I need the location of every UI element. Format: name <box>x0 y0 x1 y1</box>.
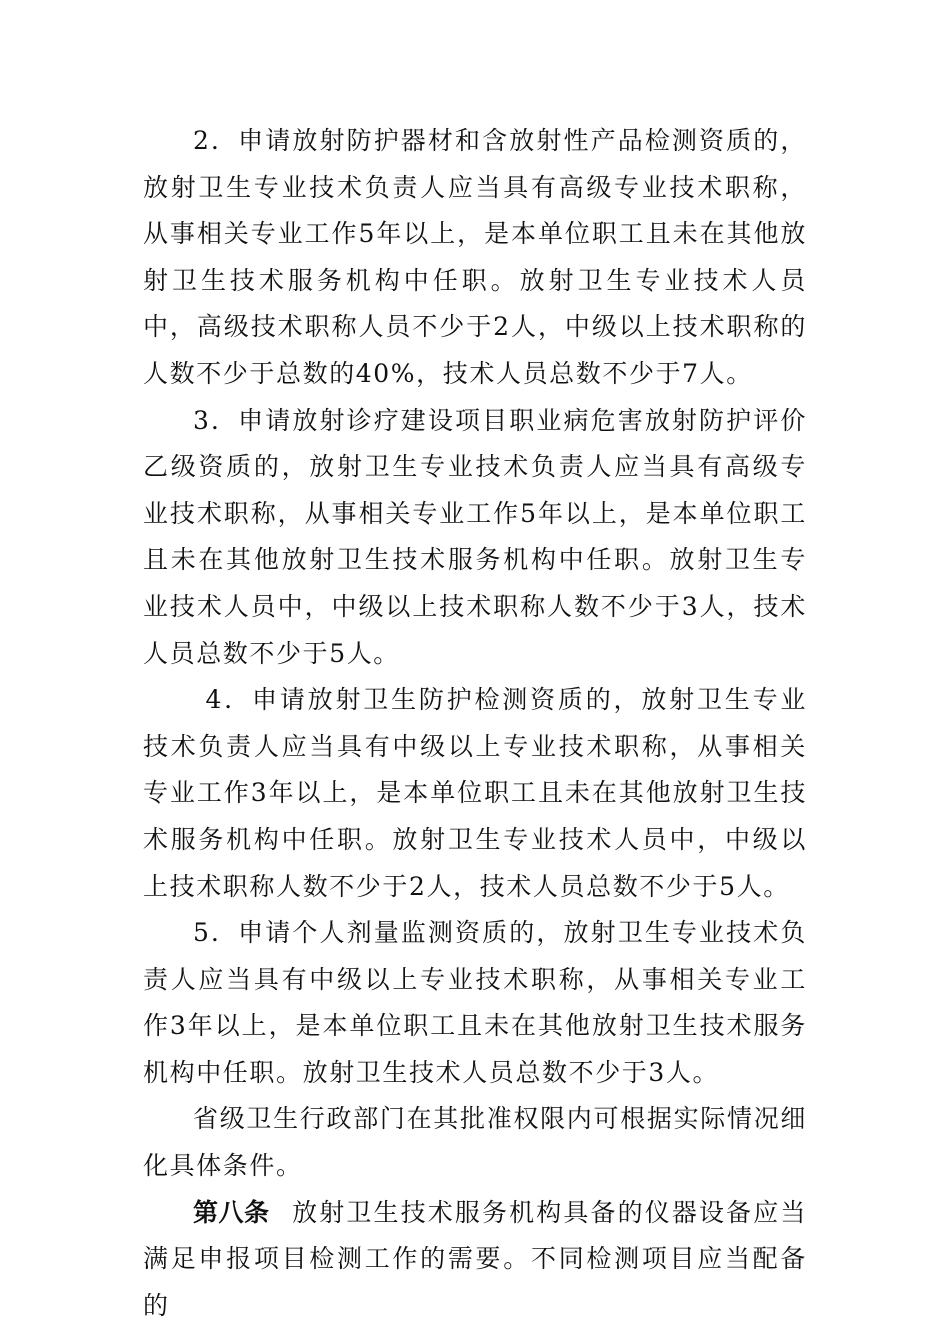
article-text: 放射卫生技术服务机构具备的仪器设备应当满足申报项目检测工作的需要。不同检测项目应当配备的 <box>143 1197 807 1320</box>
paragraph-item-4: 4．申请放射卫生防护检测资质的，放射卫生专业技术负责人应当具有中级以上专业技术职称，从事相关专业工作3年以上，是本单位职工且未在其他放射卫生技术服务机构中任职。放射卫生专业技术人员中，中级以上技术职称人数不少于2人，技术人员总数不少于5人。 <box>143 685 807 901</box>
document-body <box>143 118 807 1329</box>
paragraph-item-2: 2．申请放射防护器材和含放射性产品检测资质的，放射卫生专业技术负责人应当具有高级专业技术职称，从事相关专业工作5年以上，是本单位职工且未在其他放射卫生技术服务机构中任职。放射卫生专业技术人员中，高级技术职称人员不少于2人，中级以上技术职称的人数不少于总数的40%，技术人员总数不少于7人。 <box>143 126 807 388</box>
paragraph-provincial-note: 省级卫生行政部门在其批准权限内可根据实际情况细化具体条件。 <box>143 1104 807 1181</box>
paragraph-item-3: 3．申请放射诊疗建设项目职业病危害放射防护评价乙级资质的，放射卫生专业技术负责人应当具有高级专业技术职称，从事相关专业工作5年以上，是本单位职工且未在其他放射卫生技术服务机构中任职。放射卫生专业技术人员中，中级以上技术职称人数不少于3人，技术人员总数不少于5人。 <box>143 405 807 668</box>
article-8-paragraph <box>143 1190 807 1330</box>
article-title: 第八条 <box>193 1197 270 1227</box>
paragraph-item-5: 5．申请个人剂量监测资质的，放射卫生专业技术负责人应当具有中级以上专业技术职称，从事相关专业工作3年以上，是本单位职工且未在其他放射卫生技术服务机构中任职。放射卫生技术人员总数不少于3人。 <box>143 918 807 1087</box>
